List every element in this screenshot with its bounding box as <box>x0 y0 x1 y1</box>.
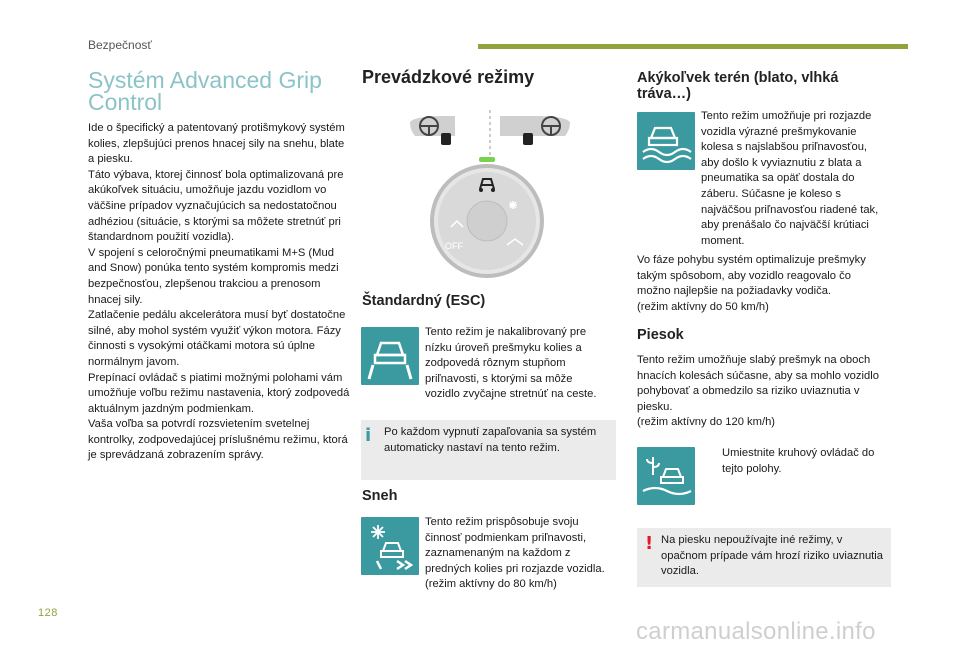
intro-title-line1: Systém Advanced Grip <box>88 67 322 93</box>
terrain-mode-text2 <box>637 253 887 315</box>
intro-title-line2: Control <box>88 89 163 115</box>
snow-mode-description: Tento režim prispôsobuje svoju činnosť podmienkam priľnavosti, zaznamenaným na každom z predných kolies pri rozjazde vozidla. <box>425 516 605 575</box>
snow-mode-icon <box>361 517 419 575</box>
page-number: 128 <box>38 607 58 619</box>
sand-mode-text <box>637 353 892 431</box>
modes-title: Prevádzkové režimy <box>362 67 535 87</box>
sand-mode-speed-limit: (režim aktívny do 120 km/h) <box>637 416 776 429</box>
terrain-title-line2: tráva…) <box>637 86 691 102</box>
watermark: carmanualsonline.info <box>636 618 876 645</box>
intro-paragraph: Prepínací ovládač s piatimi možnými polohami vám umožňuje voľbu režimu nastavenia, ktorý zodpovedá aktuálnym jazdným podmienkam. <box>88 371 350 415</box>
grip-control-dial[interactable] <box>427 155 547 280</box>
terrain-mode-text: Tento režim umožňuje pri rozjazde vozidla výrazné prešmykovanie kolesa s najslabšou priľnavosťou, aby došlo k vyviaznutiu z blata a pneumatika sa opäť dostala do záberu. Súčasne je koleso s najväčšou priľnavosťou riadené tak, aby prenášalo čo najväčší krútiaci moment. <box>701 110 879 247</box>
standard-mode-text: Tento režim je nakalibrovaný pre nízku úroveň prešmyku kolies a zodpovedá rôznym stupňom priľnavosti, s ktorými sa môže vozidlo zvyčajne stretnúť na ceste. <box>425 326 597 401</box>
sand-instruction: Umiestnite kruhový ovládač do tejto polohy. <box>722 447 875 475</box>
intro-paragraph: Vaša voľba sa potvrdí rozsvietením svetelnej kontrolky, zodpovedajúcej príslušnému režimu, ktorá je sprevádzaná zobrazením správy. <box>88 418 348 462</box>
intro-paragraph: V spojení s celoročnými pneumatikami M+S (Mud and Snow) ponúka tento systém kompromis medzi bezpečnosťou, zlepšenou trakciou a prenosom hnacej sily. <box>88 246 339 306</box>
intro-paragraph: Ide o špecifický a patentovaný protišmykový systém kolies, zlepšujúci prenos hnacej sily na snehu, blate a piesku. <box>88 122 345 166</box>
steering-wheel-illustration <box>405 108 575 158</box>
intro-title <box>88 69 348 113</box>
terrain-mode-description: Vo fáze pohybu systém optimalizuje prešmyky takým spôsobom, aby vozidlo reagovalo čo možno najlepšie na požiadavky vodiča. <box>637 254 866 298</box>
warning-icon: ! <box>645 533 654 554</box>
sand-mode-description: Tento režim umožňuje slabý prešmyk na oboch hnacích kolesách súčasne, aby sa mohlo vozidlo pohybovať a obmedzilo sa riziko uviaznutia v piesku. <box>637 354 879 413</box>
steering-wheel-icon <box>410 116 455 145</box>
standard-mode-title: Štandardný (ESC) <box>362 293 486 309</box>
warning-text: Na piesku nepoužívajte iné režimy, v opačnom prípade vám hrozí riziko uviaznutia vozidla. <box>661 534 883 578</box>
terrain-mode-title <box>637 70 897 102</box>
header-accent-bar <box>478 44 908 49</box>
terrain-mode-speed-limit: (režim aktívny do 50 km/h) <box>637 300 769 313</box>
info-icon: i <box>365 425 372 446</box>
snow-mode-text <box>425 515 605 593</box>
terrain-title-line1: Akýkoľvek terén (blato, vlhká <box>637 70 839 86</box>
standard-mode-icon <box>361 327 419 385</box>
sand-mode-title: Piesok <box>637 327 684 343</box>
intro-paragraph: Táto výbava, ktorej činnosť bola optimalizovaná pre akúkoľvek situáciu, umožňuje jazdu vozidlom vo väčšine prípadov vyznačujúcich sa nedostatočnou adhéziou (situácie, s ktorými sa môžete stretnúť pri štandardnom použití vozidla). <box>88 168 344 244</box>
info-note-text: Po každom vypnutí zapaľovania sa systém automaticky nastaví na tento režim. <box>384 426 597 454</box>
sand-mode-icon <box>637 447 695 505</box>
section-header: Bezpečnosť <box>88 38 152 52</box>
snow-mode-title: Sneh <box>362 488 398 504</box>
dial-off-label: OFF <box>445 241 463 251</box>
snow-mode-speed-limit: (režim aktívny do 80 km/h) <box>425 578 557 591</box>
steering-wheel-icon <box>500 116 570 145</box>
intro-paragraph: Zatlačenie pedálu akcelerátora musí byť dostatočne silné, aby mohol systém využiť výkon motora. Fázy činnosti s vysokými otáčkami motora sú úplne normálnym javom. <box>88 309 346 368</box>
terrain-mode-icon <box>637 112 695 170</box>
intro-body <box>88 121 350 464</box>
